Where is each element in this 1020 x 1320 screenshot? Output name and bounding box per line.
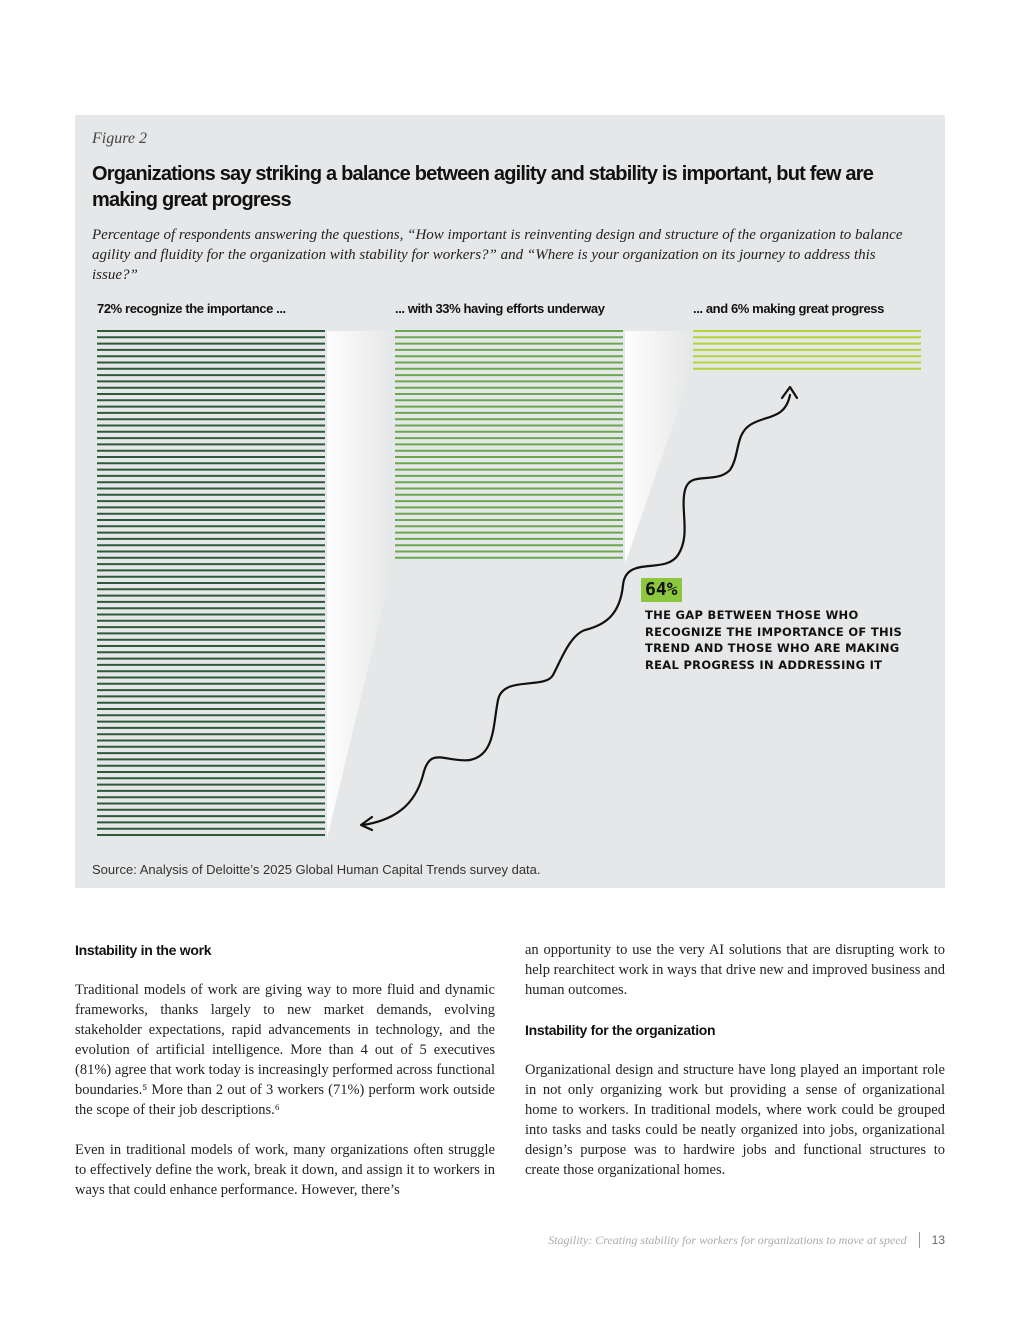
page-number: 13 [931, 1233, 945, 1247]
bar-label-1: 72% recognize the importance ... [97, 301, 286, 316]
bar-3 [693, 331, 921, 369]
paragraph: Even in traditional models of work, many organizations often struggle to effectively define the work, break it down, and assign it to workers in ways that could enhance performance. However, there’s [75, 1142, 495, 1198]
section-heading-organization: Instability for the organization [525, 1022, 716, 1038]
left-column [75, 940, 495, 1220]
figure-source: Source: Analysis of Deloitte’s 2025 Global Human Capital Trends survey data. [92, 862, 541, 877]
figure-subtitle: Percentage of respondents answering the questions, “How important is reinventing design and structure of the organization to balance agility and fluidity for the organization with stability for workers?” and “Where is your organization on its journey to address this issue?” [92, 227, 903, 283]
funnel-connector-2 [625, 331, 691, 564]
bar-chart [75, 115, 945, 888]
paragraph: Organizational design and structure have long played an important role in not only organizing work but providing a sense of organizational home to workers. In traditional models, where work could be grouped into tasks and tasks could be neatly organized into jobs, organizational design’s purpose was to hardwire jobs and functional structures to create those organizational homes. [525, 1062, 945, 1178]
bar-label-3: ... and 6% making great progress [693, 301, 884, 316]
right-column [525, 940, 945, 1200]
figure-title: Organizations say striking a balance between agility and stability is important, but few are making great progress [92, 163, 874, 211]
bar-1 [97, 331, 325, 835]
page-footer [548, 1232, 945, 1248]
paragraph: Traditional models of work are giving way to more fluid and dynamic frameworks, thanks largely to new market demands, evolving stakeholder expectations, rapid advancements in technology, and the evolution of artificial intelligence. More than 4 out of 5 executives (81%) agree that work today is increasingly performed across functional boundaries.⁵ More than 2 out of 3 workers (71%) perform work outside the scope of their job descriptions.⁶ [75, 982, 495, 1118]
gap-annotation: THE GAP BETWEEN THOSE WHO RECOGNIZE THE IMPORTANCE OF THIS TREND AND THOSE WHO ARE MAKING REAL PROGRESS IN ADDRESSING IT [645, 608, 903, 672]
funnel-connector-1 [327, 331, 393, 839]
bar-label-2: ... with 33% having efforts underway [395, 301, 605, 316]
paragraph: an opportunity to use the very AI solutions that are disrupting work to help rearchitect work in ways that drive new and improved business and human outcomes. [525, 942, 945, 998]
figure-label: Figure 2 [92, 130, 147, 147]
footer-title: Stagility: Creating stability for workers for organizations to move at speed [548, 1232, 907, 1247]
section-heading-work: Instability in the work [75, 942, 212, 958]
footer-divider [919, 1232, 920, 1248]
bar-2 [395, 331, 623, 558]
gap-value-badge: 64% [641, 578, 682, 602]
figure-panel [75, 115, 945, 888]
